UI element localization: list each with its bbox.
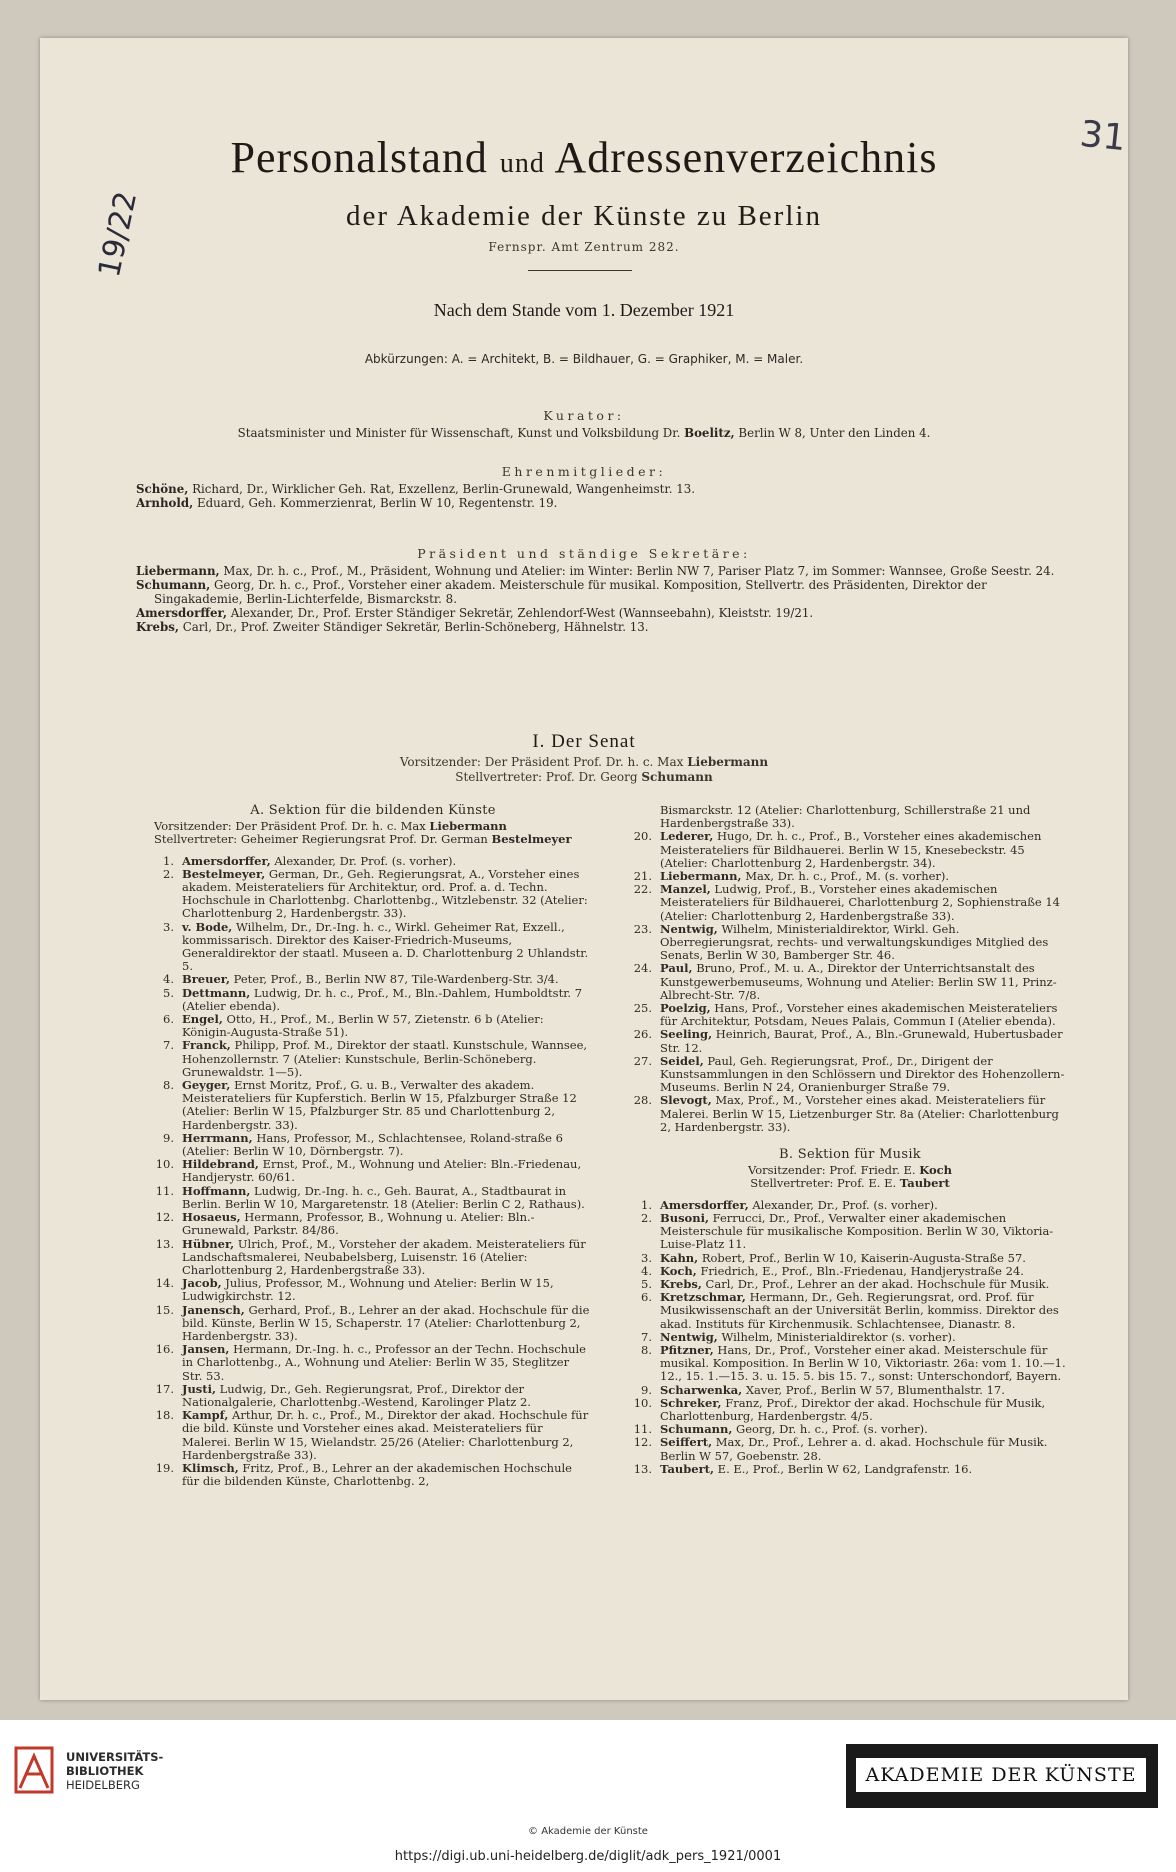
library-line-2: BIBLIOTHEK [66, 1764, 144, 1778]
section-b-chair-text: Vorsitzender: Prof. Friedr. E. [747, 1163, 916, 1178]
member-details: Georg, Dr. h. c., Prof. (s. vorher). [736, 1422, 928, 1437]
member-details: Otto, H., Prof., M., Berlin W 57, Zietenstr. 6 b (Atelier: Königin-Augusta-Straße 51). [182, 1012, 544, 1040]
member-entry [154, 1039, 592, 1079]
handwritten-side-note: 19/22 [92, 188, 145, 281]
member-name: Krebs, [660, 1276, 702, 1291]
entry-name: Krebs, [136, 620, 179, 634]
member-details: Fritz, Prof., B., Lehrer an der akademischen Hochschule für die bildenden Künste, Charlottenbg. 2, [182, 1460, 572, 1489]
member-entry [632, 1212, 1068, 1252]
member-name: Klimsch, [182, 1460, 239, 1475]
member-entry [632, 1463, 1068, 1476]
member-details: Hans, Prof., Vorsteher eines akademischen Meisterateliers für Architektur, Potsdam, Neues Palais, Commun I (Atelier ebenda). [660, 1001, 1058, 1029]
member-entry [632, 962, 1068, 1002]
member-name: Seeling, [660, 1027, 713, 1042]
member-name: Hildebrand, [182, 1157, 259, 1172]
section-a-member-list [154, 855, 592, 1489]
member-number: 7. [641, 1329, 652, 1344]
praesident-list [136, 564, 1056, 634]
member-details: E. E., Prof., Berlin W 62, Landgrafenstr. 16. [717, 1461, 973, 1476]
member-number: 23. [633, 921, 652, 936]
member-number: 28. [633, 1093, 652, 1108]
member-name: Kretzschmar, [660, 1290, 746, 1305]
member-name: Justi, [182, 1381, 216, 1396]
member-details: Peter, Prof., B., Berlin NW 87, Tile-Wardenberg-Str. 3/4. [233, 972, 559, 987]
member-name: Manzel, [660, 882, 711, 897]
member-details: Carl, Dr., Prof., Lehrer an der akad. Hochschule für Musik. [705, 1276, 1050, 1291]
ehrenmitglied-entry [136, 496, 1056, 510]
member-number: 9. [641, 1382, 652, 1397]
member-details: Alexander, Dr., Prof. (s. vorher). [752, 1197, 938, 1212]
permalink-url[interactable]: https://digi.ub.uni-heidelberg.de/diglit/adk_pers_1921/0001 [394, 1849, 782, 1864]
member-name: Bestelmeyer, [182, 866, 266, 881]
member-details: Robert, Prof., Berlin W 10, Kaiserin-Augusta-Straße 57. [701, 1250, 1026, 1265]
member-details: Wilhelm, Dr., Dr.-Ing. h. c., Wirkl. Geheimer Rat, Exzell., kommissarisch. Direktor des Kaiser-Friedrich-Museums, Generaldirektor der staatl. Museen a. D. Charlottenburg 2 Uhlandstr. 5. [182, 919, 589, 974]
section-a-column [154, 804, 592, 1488]
member-name: Scharwenka, [660, 1382, 743, 1397]
section-a-chair-text: Vorsitzender: Der Präsident Prof. Dr. h. c. Max [154, 819, 426, 834]
member-number: 24. [633, 961, 652, 976]
library-line-1: UNIVERSITÄTS- [66, 1750, 164, 1764]
member-name: Kahn, [660, 1250, 699, 1265]
member-details: Max, Prof., M., Vorsteher eines akad. Meisterateliers für Malerei. Berlin W 15, Lietzenburger Str. 8a (Atelier: Charlottenburg 2, Hardenbergstr. 33). [660, 1093, 1059, 1134]
senat-deputy [40, 770, 1128, 785]
entry-text: Richard, Dr., Wirklicher Geh. Rat, Exzellenz, Berlin-Grunewald, Wangenheimstr. 13. [192, 482, 695, 496]
member-details: Bruno, Prof., M. u. A., Direktor der Unterrichtsanstalt des Kunstgewerbemuseums, Wohnung und Atelier: Berlin SW 11, Prinz-Albrecht-Str. 7/8. [660, 961, 1057, 1002]
member-number: 4. [641, 1263, 652, 1278]
section-a-member-list-continued [632, 830, 1068, 1134]
member-number: 21. [633, 869, 652, 884]
member-entry [154, 1185, 592, 1211]
member-entry [154, 1079, 592, 1132]
section-a-deputy-text: Stellvertreter: Geheimer Regierungsrat Prof. Dr. German [154, 832, 488, 847]
phone-line: Fernspr. Amt Zentrum 282. [488, 240, 680, 254]
member-entry [154, 987, 592, 1013]
member-number: 17. [155, 1381, 174, 1396]
member-entry [154, 1462, 592, 1488]
akademie-badge[interactable] [846, 1744, 1158, 1808]
title-divider [528, 270, 632, 271]
member-details: Franz, Prof., Direktor der akad. Hochschule für Musik, Charlottenburg, Hardenbergstr. 4/5. [660, 1395, 1046, 1423]
member-entry [632, 1344, 1068, 1384]
handwritten-page-number: 31 [1077, 113, 1128, 160]
member-name: Herrmann, [182, 1130, 253, 1145]
date-line: Nach dem Stande vom 1. Dezember 1921 [433, 300, 735, 320]
member-entry [632, 1397, 1068, 1423]
right-column [632, 804, 1068, 1476]
member-details: Alexander, Dr. Prof. (s. vorher). [274, 853, 457, 868]
member-name: Seidel, [660, 1053, 704, 1068]
section-a-heading: A. Sektion für die bildenden Künste [250, 803, 496, 818]
entry-text: Eduard, Geh. Kommerzienrat, Berlin W 10, Regentenstr. 19. [196, 496, 558, 510]
member-number: 7. [163, 1038, 174, 1053]
member-name: Pfitzner, [660, 1342, 714, 1357]
member-name: Amersdorffer, [182, 853, 271, 868]
senat-chair [40, 755, 1128, 770]
member-name: Kampf, [182, 1408, 229, 1423]
member-details: Ulrich, Prof., M., Vorsteher der akadem. Meisterateliers für Landschaftsmalerei, Neubabelsberg, Luisenstr. 16 (Atelier: Charlottenburg 2, Hardenbergstraße 33). [182, 1236, 586, 1277]
title-part-1: Personalstand [230, 133, 488, 182]
member-details: Hermann, Dr., Geh. Regierungsrat, ord. Prof. für Musikwissenschaft an der Universität Berlin, kommiss. Direktor des akad. Instituts für Kirchenmusik. Schlachtensee, Dianastr. 8. [660, 1290, 1059, 1331]
member-name: Jacob, [182, 1276, 222, 1291]
section-a-deputy-name: Bestelmeyer [491, 832, 572, 847]
member-details: Ernst, Prof., M., Wohnung und Atelier: Bln.-Friedenau, Handjerystr. 60/61. [182, 1157, 582, 1185]
member-number: 26. [633, 1027, 652, 1042]
member-entry [632, 1094, 1068, 1134]
senat-chair-text: Vorsitzender: Der Präsident Prof. Dr. h. c. Max [399, 755, 684, 769]
kurator-name: Boelitz, [684, 426, 735, 440]
member-details: Wilhelm, Ministerialdirektor (s. vorher). [721, 1329, 956, 1344]
member-name: Seiffert, [660, 1435, 713, 1450]
member-name: Liebermann, [660, 869, 742, 884]
section-a-chair-name: Liebermann [429, 819, 507, 834]
member-details: Ludwig, Dr. h. c., Prof., M., Bln.-Dahlem, Humboldtstr. 7 (Atelier ebenda). [182, 985, 583, 1013]
member-entry [154, 868, 592, 921]
kurator-text-pre: Staatsminister und Minister für Wissenschaft, Kunst und Volksbildung Dr. [237, 426, 681, 440]
library-line-3: HEIDELBERG [66, 1778, 140, 1792]
member-name: Poelzig, [660, 1001, 711, 1016]
entry-text: Alexander, Dr., Prof. Erster Ständiger Sekretär, Zehlendorf-West (Wannseebahn), Kleiststr. 19/21. [230, 606, 814, 620]
member-entry [154, 1343, 592, 1383]
praesident-entry [136, 564, 1056, 578]
ehrenmitglieder-list [136, 482, 1056, 510]
member-entry [154, 1158, 592, 1184]
member-entry [154, 1304, 592, 1344]
member-number: 18. [155, 1408, 174, 1423]
member-name: Franck, [182, 1038, 231, 1053]
university-library-name[interactable] [66, 1750, 163, 1792]
member-details: German, Dr., Geh. Regierungsrat, A., Vorsteher eines akadem. Meisterateliers für Architektur, ord. Prof. a. d. Techn. Hochschule in Charlottenbg. Charlottenbg., Witzlebenstr. 32 (Atelier: Charlottenburg 2, Hardenbergstr. 33). [182, 866, 588, 921]
member-details: Gerhard, Prof., B., Lehrer an der akad. Hochschule für die bild. Künste, Berlin W 15, Schaperstr. 17 (Atelier: Charlottenburg 2, Hardenbergstr. 33). [182, 1302, 590, 1343]
member-number: 20. [633, 829, 652, 844]
member-name: Nentwig, [660, 921, 718, 936]
member-details: Hermann, Professor, B., Wohnung u. Atelier: Bln.-Grunewald, Parkstr. 84/86. [182, 1210, 535, 1238]
entry-name: Arnhold, [136, 496, 194, 510]
member-name: Slevogt, [660, 1093, 712, 1108]
member-entry [632, 830, 1068, 870]
member-entry [154, 921, 592, 974]
member-entry [632, 1436, 1068, 1462]
member-details: Max, Dr. h. c., Prof., M. (s. vorher). [745, 869, 950, 884]
member-number: 2. [163, 866, 174, 881]
entry-name: Amersdorffer, [136, 606, 227, 620]
member-name: Hoffmann, [182, 1183, 251, 1198]
senat-deputy-text: Stellvertreter: Prof. Dr. Georg [455, 770, 638, 784]
member-name: Busoni, [660, 1210, 709, 1225]
member-number: 16. [155, 1342, 174, 1357]
member-entry [632, 1028, 1068, 1054]
senat-title: I. Der Senat [532, 731, 636, 752]
member-name: Amersdorffer, [660, 1197, 749, 1212]
member-name: Hübner, [182, 1236, 235, 1251]
member-name: Lederer, [660, 829, 714, 844]
member-number: 1. [163, 853, 174, 868]
member-name: Breuer, [182, 972, 230, 987]
member-number: 10. [633, 1395, 652, 1410]
section-b-heading: B. Sektion für Musik [779, 1147, 921, 1163]
entry-text: Carl, Dr., Prof. Zweiter Ständiger Sekretär, Berlin-Schöneberg, Hähnelstr. 13. [182, 620, 649, 634]
section-b-deputy-text: Stellvertreter: Prof. E. E. [750, 1176, 897, 1191]
member-details: Philipp, Prof. M., Direktor der staatl. Kunstschule, Wannsee, Hohenzollernstr. 7 (Atelier: Kunstschule, Berlin-Schöneberg. Grunewaldstr. 1—5). [182, 1038, 588, 1079]
member-name: Dettmann, [182, 985, 251, 1000]
member-number: 3. [641, 1250, 652, 1265]
ehrenmitglieder-heading: Ehrenmitglieder: [501, 464, 667, 479]
member-name: Hosaeus, [182, 1210, 241, 1225]
member-entry [632, 1291, 1068, 1331]
university-library-logo-icon [14, 1738, 58, 1802]
document-page [40, 38, 1128, 1700]
member-name: Schreker, [660, 1395, 722, 1410]
member-number: 14. [155, 1276, 174, 1291]
member-name: Engel, [182, 1012, 223, 1027]
copyright-notice: © Akademie der Künste [528, 1826, 648, 1837]
member-number: 8. [163, 1078, 174, 1093]
section-a-continuation: Bismarckstr. 12 (Atelier: Charlottenburg, Schillerstraße 21 und Hardenbergstraße 33). [660, 803, 1031, 831]
entry-name: Liebermann, [136, 564, 220, 578]
entry-name: Schumann, [136, 578, 211, 592]
member-details: Xaver, Prof., Berlin W 57, Blumenthalstr. 17. [745, 1382, 1005, 1397]
title-und: und [499, 148, 545, 179]
section-b-member-list [632, 1199, 1068, 1476]
member-entry [632, 883, 1068, 923]
kurator-text-post: Berlin W 8, Unter den Linden 4. [738, 426, 931, 440]
member-entry [154, 1383, 592, 1409]
senat-deputy-name: Schumann [641, 770, 713, 784]
entry-text: Max, Dr. h. c., Prof., M., Präsident, Wohnung und Atelier: im Winter: Berlin NW 7, Pariser Platz 7, im Sommer: Wannsee, Große Seestr. 24. [223, 564, 1055, 578]
document-title [40, 132, 1128, 183]
member-number: 19. [155, 1460, 174, 1475]
member-details: Ernst Moritz, Prof., G. u. B., Verwalter des akadem. Meisterateliers für Kupferstich. Berlin W 15, Pfalzburger Straße 12 (Atelier: Berlin W 15, Pfalzburger Str. 85 und Charlottenburg 2, Hardenbergstr. 33). [182, 1078, 577, 1132]
document-subtitle: der Akademie der Künste zu Berlin [346, 200, 822, 232]
praesident-entry [136, 620, 1056, 634]
member-entry [154, 1013, 592, 1039]
member-name: Nentwig, [660, 1329, 718, 1344]
member-number: 25. [633, 1001, 652, 1016]
member-details: Hans, Dr., Prof., Vorsteher einer akad. Meisterschule für musikal. Komposition. In Berlin W 10, Viktoriastr. 26a: vom 1. 10.—1. 12., 15. 1.—15. 3. u. 15. 5. bis 15. 7., sonst: Unterschondorf, Bayern. [660, 1342, 1066, 1384]
member-details: Paul, Geh. Regierungsrat, Prof., Dr., Dirigent der Kunstsammlungen in den Schlössern und Direktor des Hohenzollern-Museums. Berlin N 24, Oranienburger Straße 79. [660, 1053, 1065, 1095]
entry-text: Georg, Dr. h. c., Prof., Vorsteher einer akadem. Meisterschule für musikal. Komposition, Stellvertr. des Präsidenten, Direktor der Singakademie, Berlin-Lichterfelde, Bismarckstr. 8. [154, 578, 987, 606]
member-number: 8. [641, 1342, 652, 1357]
member-details: Friedrich, E., Prof., Bln.-Friedenau, Handjerystraße 24. [700, 1263, 1024, 1278]
member-name: Paul, [660, 961, 693, 976]
member-number: 2. [641, 1210, 652, 1225]
member-entry [154, 1277, 592, 1303]
praesident-entry [136, 578, 1056, 606]
member-number: 12. [155, 1210, 174, 1225]
member-number: 15. [155, 1302, 174, 1317]
member-number: 3. [163, 919, 174, 934]
akademie-badge-label: AKADEMIE DER KÜNSTE [856, 1758, 1146, 1792]
title-part-2: Adressenverzeichnis [554, 133, 938, 182]
praesident-entry [136, 606, 1056, 620]
kurator-heading: Kurator: [543, 408, 625, 423]
member-name: Jansen, [182, 1342, 230, 1357]
member-number: 6. [163, 1012, 174, 1027]
kurator-entry [40, 426, 1128, 440]
member-entry [154, 1132, 592, 1158]
member-entry [154, 1211, 592, 1237]
member-number: 11. [633, 1422, 652, 1437]
member-name: Geyger, [182, 1078, 231, 1093]
member-details: Hermann, Dr.-Ing. h. c., Professor an der Techn. Hochschule in Charlottenbg., A., Wohnung und Atelier: Berlin W 35, Steglitzer Str. 53. [182, 1342, 586, 1383]
member-name: Koch, [660, 1263, 697, 1278]
member-details: Wilhelm, Ministerialdirektor, Wirkl. Geh. Oberregierungsrat, rechts- und verwaltungskundiges Mitglied des Senats, Berlin W 30, Bamberger Str. 46. [660, 921, 1049, 963]
member-number: 13. [633, 1461, 652, 1476]
member-details: Hugo, Dr. h. c., Prof., B., Vorsteher eines akademischen Meisterateliers für Bildhauerei. Berlin W 15, Knesebeckstr. 45 (Atelier: Charlottenburg 2, Hardenbergstr. 34). [660, 829, 1042, 870]
section-a-deputy [154, 833, 592, 846]
entry-name: Schöne, [136, 482, 189, 496]
member-number: 6. [641, 1290, 652, 1305]
member-details: Hans, Professor, M., Schlachtensee, Roland-straße 6 (Atelier: Berlin W 10, Dörnbergstr. 7). [182, 1130, 563, 1159]
member-details: Julius, Professor, M., Wohnung und Atelier: Berlin W 15, Ludwigkirchstr. 12. [182, 1276, 554, 1304]
member-details: Ferrucci, Dr., Prof., Verwalter einer akademischen Meisterschule für musikalische Komposition. Berlin W 30, Viktoria-Luise-Platz 11. [660, 1210, 1054, 1252]
member-number: 5. [641, 1276, 652, 1291]
member-details: Ludwig, Dr.-Ing. h. c., Geh. Baurat, A., Stadtbaurat in Berlin. Berlin W 10, Margaretenstr. 18 (Atelier: Berlin C 2, Rathaus). [182, 1183, 585, 1211]
member-name: Taubert, [660, 1461, 715, 1476]
member-name: Janensch, [182, 1302, 245, 1317]
member-entry [632, 923, 1068, 963]
senat-officers [40, 755, 1128, 785]
member-number: 10. [155, 1157, 174, 1172]
member-number: 1. [641, 1197, 652, 1212]
member-entry [632, 1002, 1068, 1028]
member-number: 12. [633, 1435, 652, 1450]
member-number: 4. [163, 972, 174, 987]
praesident-heading: Präsident und ständige Sekretäre: [417, 546, 751, 561]
section-b-chair-name: Koch [919, 1163, 952, 1178]
member-details: Heinrich, Baurat, Prof., A., Bln.-Grunewald, Hubertusbader Str. 12. [660, 1027, 1063, 1055]
abbreviations-line: Abkürzungen: A. = Architekt, B. = Bildhauer, G. = Graphiker, M. = Maler. [364, 352, 804, 366]
member-details: Ludwig, Prof., B., Vorsteher eines akademischen Meisterateliers für Bildhauerei, Charlottenburg 2, Sophienstraße 14 (Atelier: Charlottenburg 2, Hardenbergstraße 33). [660, 882, 1060, 923]
ehrenmitglied-entry [136, 482, 1056, 496]
member-entry [154, 1238, 592, 1278]
member-number: 9. [163, 1130, 174, 1145]
member-details: Arthur, Dr. h. c., Prof., M., Direktor der akad. Hochschule für die bild. Künste und Vorsteher eines akad. Meisterateliers für Malerei. Berlin W 15, Wielandstr. 25/26 (Atelier: Charlottenburg 2, Hardenbergstraße 33). [182, 1408, 589, 1462]
member-number: 22. [633, 882, 652, 897]
member-number: 27. [633, 1053, 652, 1068]
member-number: 13. [155, 1236, 174, 1251]
member-name: v. Bode, [182, 919, 233, 934]
section-b-deputy [632, 1177, 1068, 1190]
member-details: Ludwig, Dr., Geh. Regierungsrat, Prof., Direktor der Nationalgalerie, Charlottenbg.-Westend, Karolinger Platz 2. [182, 1381, 531, 1409]
member-entry [632, 1055, 1068, 1095]
senat-chair-name: Liebermann [687, 755, 769, 769]
member-number: 5. [163, 985, 174, 1000]
member-entry [154, 1409, 592, 1462]
member-name: Schumann, [660, 1422, 733, 1437]
member-number: 11. [155, 1183, 174, 1198]
member-details: Max, Dr., Prof., Lehrer a. d. akad. Hochschule für Musik. Berlin W 57, Goebenstr. 28. [660, 1435, 1048, 1463]
section-b-deputy-name: Taubert [899, 1176, 950, 1191]
